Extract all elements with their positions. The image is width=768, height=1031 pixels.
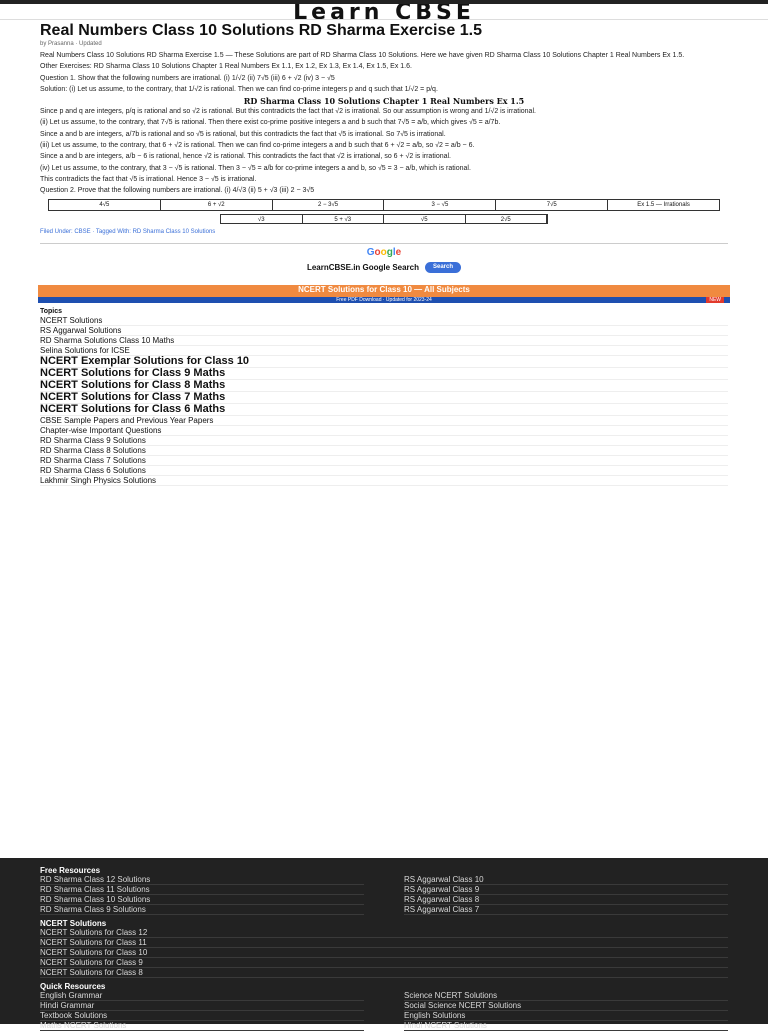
article-body	[40, 52, 728, 196]
footer-link[interactable]: Textbook Solutions	[40, 1011, 364, 1021]
sidebar-link[interactable]: RD Sharma Class 7 Solutions	[40, 456, 728, 466]
article-paragraph: Question 2. Prove that the following numbers are irrational. (i) 4/√3 (ii) 5 + √3 (iii) 2 − 3√5	[40, 187, 315, 195]
article-byline: by Prasanna · Updated	[40, 41, 102, 47]
sidebar-heading: Topics	[40, 307, 63, 315]
article-headline: Real Numbers Class 10 Solutions RD Sharma Exercise 1.5	[40, 22, 482, 39]
sidebar-link[interactable]: Lakhmir Singh Physics Solutions	[40, 476, 728, 486]
sidebar-link[interactable]: NCERT Solutions for Class 6 Maths	[40, 404, 728, 416]
article-paragraph: (ii) Let us assume, to the contrary, that 7√5 is rational. Then there exist co-prime positive integers a and b such that 7√5 = a/b, which gives √5 = a/7b.	[40, 119, 501, 127]
google-search-button[interactable]: Search	[425, 262, 461, 273]
ad-banner[interactable]	[38, 285, 730, 303]
sidebar-link[interactable]: RS Aggarwal Solutions	[40, 326, 728, 336]
answer-table	[48, 199, 720, 211]
footer-link[interactable]: RD Sharma Class 11 Solutions	[40, 885, 364, 895]
footer-link[interactable]: Social Science NCERT Solutions	[404, 1001, 728, 1011]
article-paragraph: (iv) Let us assume, to the contrary, that 3 − √5 is rational. Then 3 − √5 = a/b for co-prime integers a and b, so √5 = 3 − a/b, which is rational.	[40, 164, 471, 172]
sidebar-link[interactable]: NCERT Solutions for Class 7 Maths	[40, 392, 728, 404]
footer-link[interactable]: NCERT Solutions for Class 12	[40, 928, 728, 938]
sidebar-list	[40, 316, 728, 486]
footer-heading-2: NCERT Solutions	[40, 919, 107, 928]
footer-link[interactable]: Hindi Grammar	[40, 1001, 364, 1011]
google-logo-letter: l	[392, 246, 396, 258]
article-tags[interactable]: Filed Under: CBSE · Tagged With: RD Sharma Class 10 Solutions	[40, 228, 216, 235]
google-logo-letter: e	[395, 246, 402, 258]
article-paragraph: Real Numbers Class 10 Solutions RD Sharma Exercise 1.5 — These Solutions are part of RD Sharma Class 10 Solutions. Here we have given RD Sharma Class 10 Solutions Chapter 1 Real Numbers Ex 1.5.	[40, 52, 685, 59]
sidebar	[40, 307, 728, 486]
footer-link[interactable]: English Solutions	[404, 1011, 728, 1021]
article-paragraph: Other Exercises: RD Sharma Class 10 Solutions Chapter 1 Real Numbers Ex 1.1, Ex 1.2, Ex 1.3, Ex 1.4, Ex 1.5, Ex 1.6.	[40, 63, 412, 71]
footer-link[interactable]: Maths NCERT Solutions	[40, 1021, 364, 1031]
footer-column-5	[404, 991, 728, 1031]
footer-link[interactable]: RD Sharma Class 12 Solutions	[40, 875, 364, 885]
sidebar-link[interactable]: NCERT Exemplar Solutions for Class 10	[40, 356, 728, 368]
footer-link[interactable]: English Grammar	[40, 991, 364, 1001]
footer-column-1	[40, 875, 364, 915]
divider	[40, 243, 728, 244]
table-cell: 2 − 3√5	[273, 200, 385, 210]
footer-link[interactable]: RS Aggarwal Class 8	[404, 895, 728, 905]
sidebar-link[interactable]: RD Sharma Class 8 Solutions	[40, 446, 728, 456]
footer-column-2	[404, 875, 728, 915]
sidebar-link[interactable]: NCERT Solutions	[40, 316, 728, 326]
google-logo-letter: g	[386, 246, 393, 258]
sidebar-link[interactable]: NCERT Solutions for Class 8 Maths	[40, 380, 728, 392]
footer-link[interactable]: NCERT Solutions for Class 9	[40, 958, 728, 968]
table-cell: √3	[221, 215, 303, 223]
article-paragraph: Question 1. Show that the following numbers are irrational. (i) 1/√2 (ii) 7√5 (iii) 6 + √2 (iv) 3 − √5	[40, 74, 335, 82]
footer-column-4	[40, 991, 364, 1031]
article	[0, 24, 768, 273]
table-cell: 2√5	[466, 215, 548, 223]
sidebar-link[interactable]: Chapter-wise Important Questions	[40, 426, 728, 436]
article-paragraph: Since a and b are integers, a/7b is rational and so √5 is rational, but this contradicts the fact that √5 is irrational. So 7√5 is irrational.	[40, 130, 446, 138]
article-paragraph: (iii) Let us assume, to the contrary, that 6 + √2 is rational. Then we can find co-prime integers a and b such that 6 + √2 = a/b, so √2 = a/b − 6.	[40, 142, 475, 150]
article-paragraph: Since p and q are integers, p/q is rational and so √2 is rational. But this contradicts the fact that √2 is irrational. So our assumption is wrong and 1/√2 is irrational.	[40, 108, 536, 116]
footer	[0, 858, 768, 1030]
table-cell: 6 + √2	[161, 200, 273, 210]
sidebar-link[interactable]: Selina Solutions for ICSE	[40, 346, 728, 356]
footer-link[interactable]: RD Sharma Class 9 Solutions	[40, 905, 364, 915]
footer-link[interactable]: RS Aggarwal Class 9	[404, 885, 728, 895]
article-paragraph: Since a and b are integers, a/b − 6 is rational, hence √2 is rational. This contradicts the fact that √2 is irrational, so 6 + √2 is irrational.	[40, 153, 452, 161]
google-logo	[40, 248, 728, 262]
site-title[interactable]: Learn CBSE	[0, 4, 768, 20]
sidebar-link[interactable]: RD Sharma Class 6 Solutions	[40, 466, 728, 476]
sidebar-link[interactable]: RD Sharma Solutions Class 10 Maths	[40, 336, 728, 346]
footer-link[interactable]: RS Aggarwal Class 10	[404, 875, 728, 885]
google-logo-letter: o	[374, 246, 381, 258]
sidebar-link[interactable]: NCERT Solutions for Class 9 Maths	[40, 368, 728, 380]
answer-table-2	[220, 214, 548, 224]
google-search-bar	[40, 262, 728, 273]
sidebar-link[interactable]: RD Sharma Class 9 Solutions	[40, 436, 728, 446]
equation-image: RD Sharma Class 10 Solutions Chapter 1 Real Numbers Ex 1.5	[243, 96, 525, 107]
table-cell: 4√5	[49, 200, 161, 210]
table-cell: 3 − √5	[384, 200, 496, 210]
table-cell: 7√5	[496, 200, 608, 210]
footer-heading-3: Quick Resources	[40, 982, 106, 991]
google-caption: LearnCBSE.in Google Search	[306, 262, 419, 272]
footer-link[interactable]: NCERT Solutions for Class 10	[40, 948, 728, 958]
footer-link[interactable]: RD Sharma Class 10 Solutions	[40, 895, 364, 905]
footer-link[interactable]: RS Aggarwal Class 7	[404, 905, 728, 915]
article-paragraph: This contradicts the fact that √5 is irrational. Hence 3 − √5 is irrational.	[40, 175, 257, 183]
sidebar-link[interactable]: CBSE Sample Papers and Previous Year Papers	[40, 416, 728, 426]
table-cell: √5	[384, 215, 466, 223]
footer-link[interactable]: NCERT Solutions for Class 8	[40, 968, 728, 978]
banner-badge: NEW	[706, 297, 724, 303]
footer-column-3	[40, 928, 728, 978]
table-cell: 5 + √3	[303, 215, 385, 223]
banner-strip: Free PDF Download · Updated for 2023-24	[38, 297, 730, 303]
table-cell: Ex 1.5 — Irrationals	[637, 201, 690, 208]
footer-link[interactable]: NCERT Solutions for Class 11	[40, 938, 728, 948]
google-logo-letter: o	[380, 246, 387, 258]
article-paragraph: Solution: (i) Let us assume, to the contrary, that 1/√2 is rational. Then we can find co-prime integers p and q such that 1/√2 = p/q.	[40, 85, 438, 93]
footer-link[interactable]: Hindi NCERT Solutions	[404, 1021, 728, 1031]
banner-title: NCERT Solutions for Class 10 — All Subjects	[298, 284, 470, 294]
footer-link[interactable]: Science NCERT Solutions	[404, 991, 728, 1001]
footer-heading-1: Free Resources	[40, 866, 101, 875]
google-logo-letter: G	[366, 246, 375, 258]
